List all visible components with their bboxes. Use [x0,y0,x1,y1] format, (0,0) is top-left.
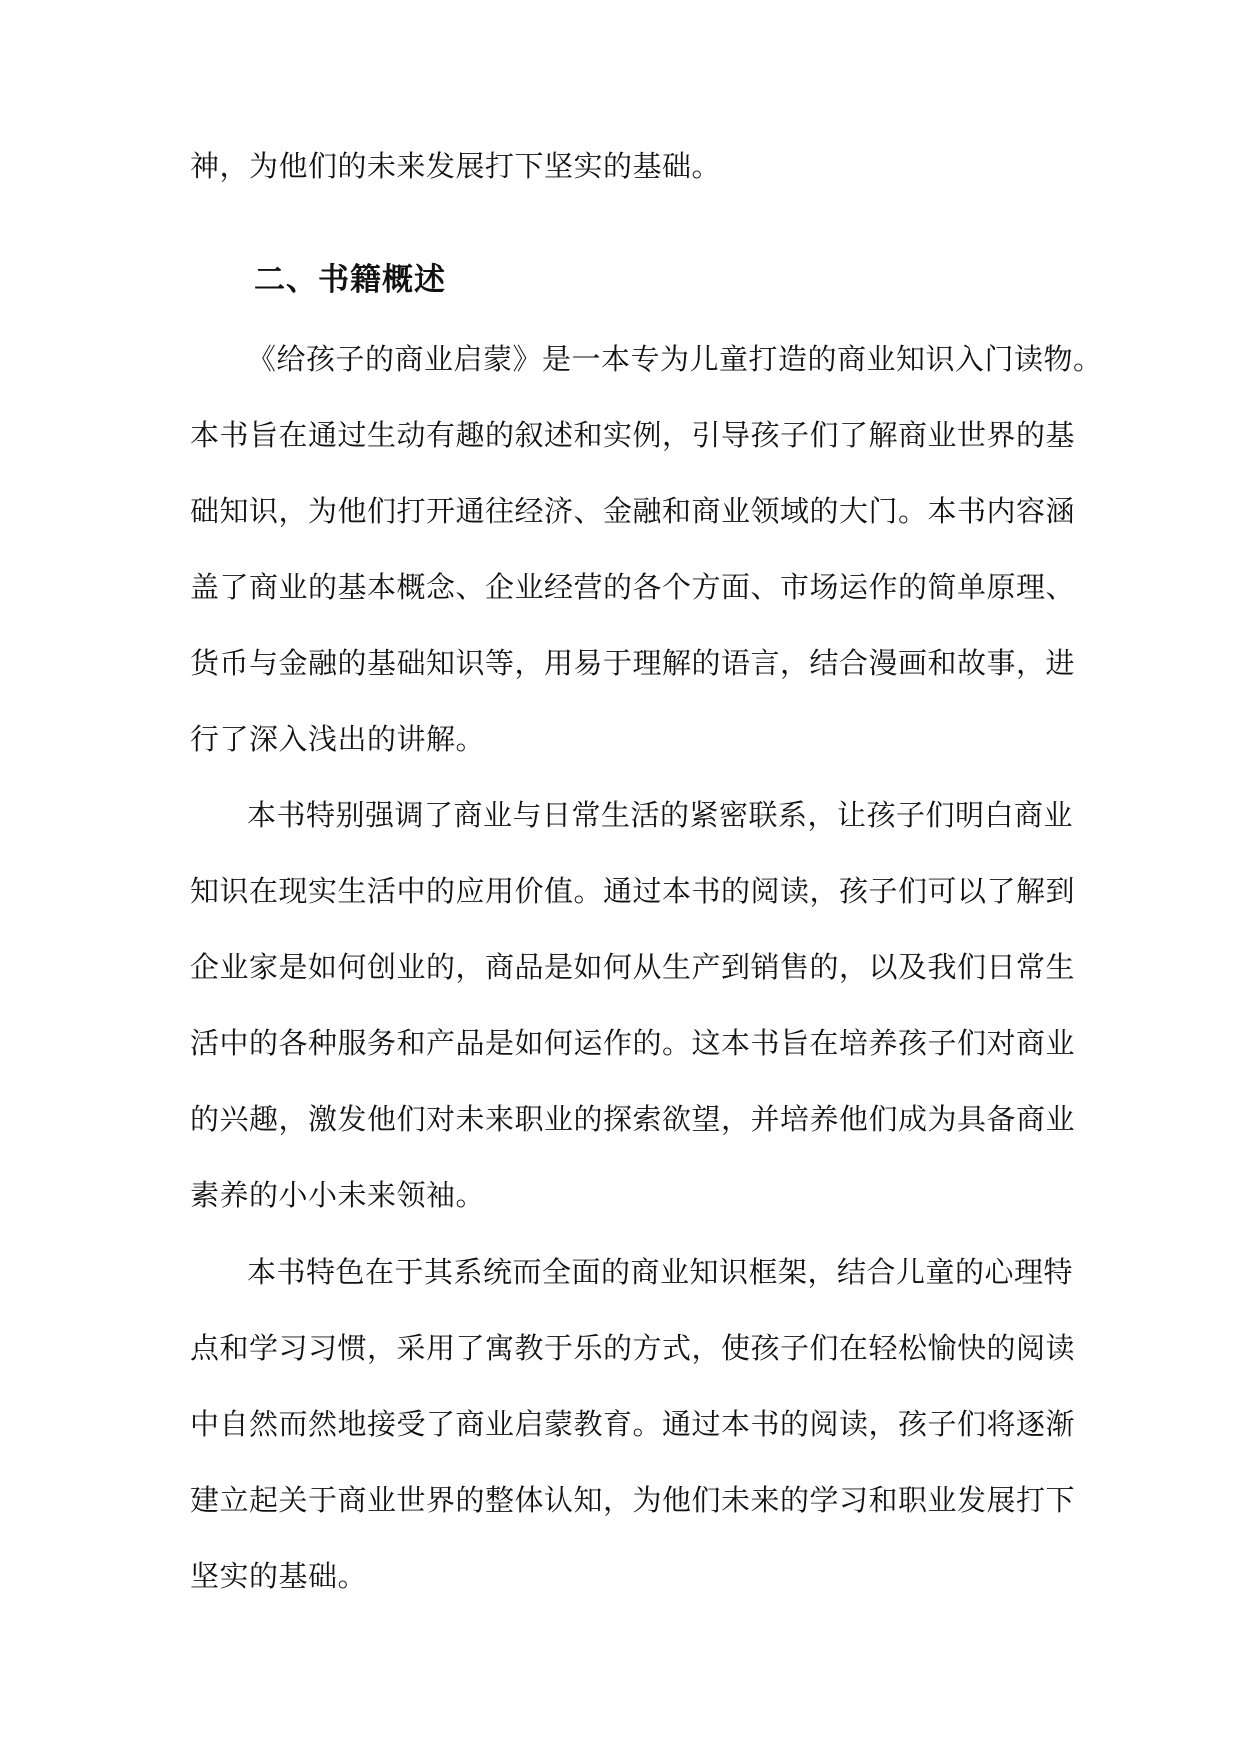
paragraph-line: 行了深入浅出的讲解。 [190,722,486,756]
paragraph-line: 建立起关于商业世界的整体认知，为他们未来的学习和职业发展打下 [190,1483,1076,1517]
paragraph-line: 《给孩子的商业启蒙》是一本专为儿童打造的商业知识入门读物。 [247,342,1103,376]
paragraph-line: 企业家是如何创业的，商品是如何从生产到销售的，以及我们日常生 [190,950,1076,984]
paragraph-line: 货币与金融的基础知识等，用易于理解的语言，结合漫画和故事，进 [190,646,1076,680]
section-heading: 二、书籍概述 [254,262,446,298]
paragraph-line: 本书特色在于其系统而全面的商业知识框架，结合儿童的心理特 [247,1255,1074,1289]
intro-tail-line: 神，为他们的未来发展打下坚实的基础。 [190,149,722,183]
paragraph-line: 坚实的基础。 [190,1559,368,1593]
paragraph-line: 素养的小小未来领袖。 [190,1178,486,1212]
paragraph-line: 点和学习习惯，采用了寓教于乐的方式，使孩子们在轻松愉快的阅读 [190,1331,1076,1365]
paragraph-line: 活中的各种服务和产品是如何运作的。这本书旨在培养孩子们对商业 [190,1026,1076,1060]
paragraph-line: 盖了商业的基本概念、企业经营的各个方面、市场运作的简单原理、 [190,570,1076,604]
paragraph-line: 的兴趣，激发他们对未来职业的探索欲望，并培养他们成为具备商业 [190,1102,1076,1136]
paragraph-line: 本书旨在通过生动有趣的叙述和实例，引导孩子们了解商业世界的基 [190,418,1076,452]
paragraph-line: 知识在现实生活中的应用价值。通过本书的阅读，孩子们可以了解到 [190,874,1076,908]
paragraph-line: 本书特别强调了商业与日常生活的紧密联系，让孩子们明白商业 [247,798,1074,832]
paragraph-line: 中自然而然地接受了商业启蒙教育。通过本书的阅读，孩子们将逐渐 [190,1407,1076,1441]
paragraph-line: 础知识，为他们打开通往经济、金融和商业领域的大门。本书内容涵 [190,494,1076,528]
